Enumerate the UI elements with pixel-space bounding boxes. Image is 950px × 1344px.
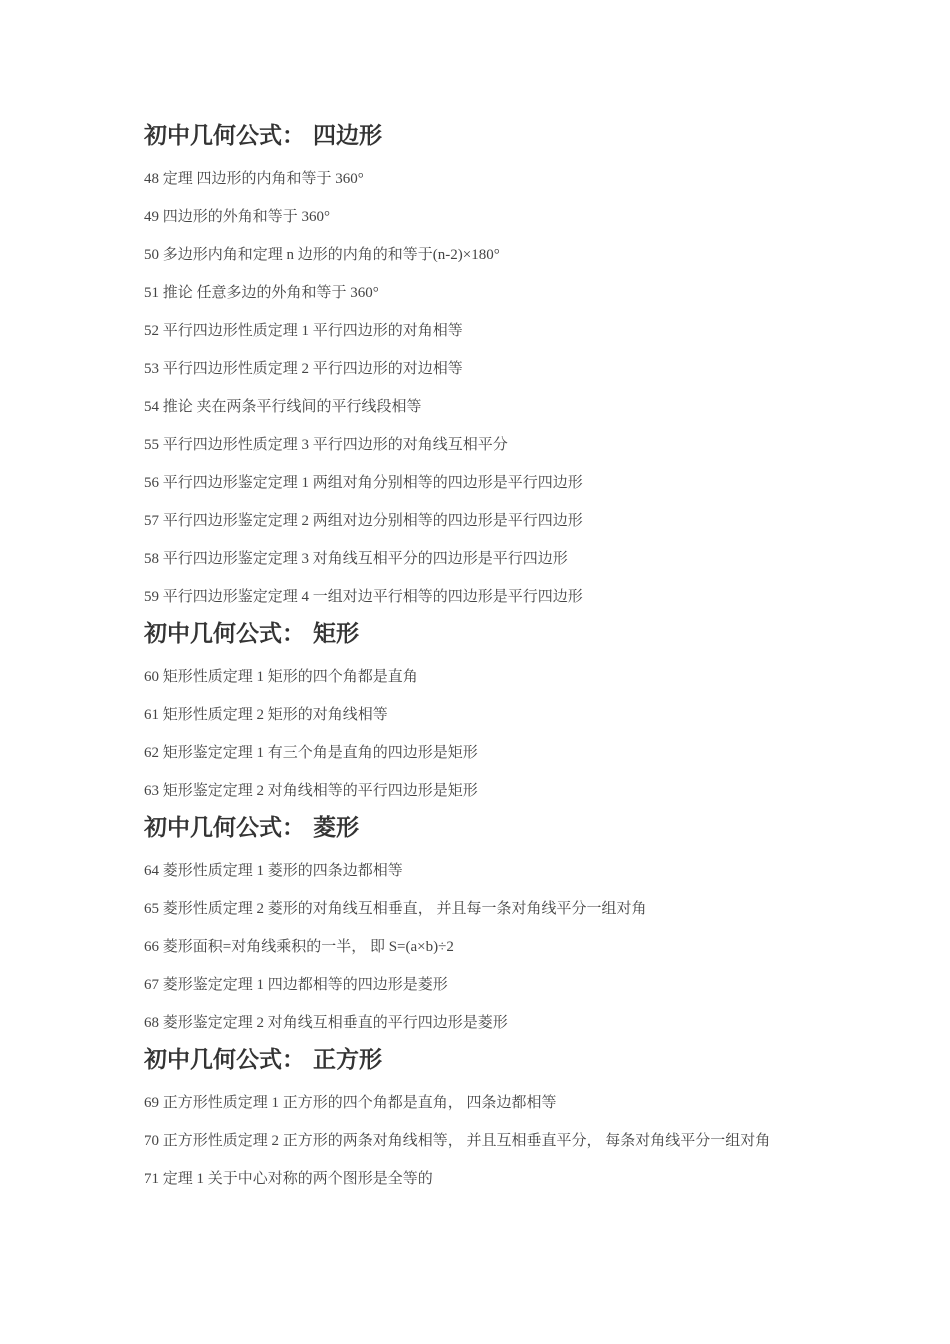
formula-line: 68 菱形鉴定定理 2 对角线互相垂直的平行四边形是菱形 [144,1015,508,1031]
formula-line: 48 定理 四边形的内角和等于 360° [144,171,364,187]
formula-line: 49 四边形的外角和等于 360° [144,209,330,225]
formula-line: 52 平行四边形性质定理 1 平行四边形的对角相等 [144,323,463,339]
section-heading: 初中几何公式： 四边形 [144,122,383,149]
document-body [144,118,864,1198]
section-square [144,1042,864,1198]
formula-line: 67 菱形鉴定定理 1 四边都相等的四边形是菱形 [144,977,448,993]
formula-line: 63 矩形鉴定定理 2 对角线相等的平行四边形是矩形 [144,783,478,799]
section-rectangle [144,616,864,810]
formula-line: 66 菱形面积=对角线乘积的一半， 即 S=(a×b)÷2 [144,939,454,955]
formula-line: 62 矩形鉴定定理 1 有三个角是直角的四边形是矩形 [144,745,478,761]
formula-line: 71 定理 1 关于中心对称的两个图形是全等的 [144,1171,433,1187]
formula-line: 70 正方形性质定理 2 正方形的两条对角线相等， 并且互相垂直平分， 每条对角线平分一组对角 [144,1133,771,1149]
section-heading: 初中几何公式： 矩形 [144,620,360,647]
formula-line: 69 正方形性质定理 1 正方形的四个角都是直角， 四条边都相等 [144,1095,557,1111]
formula-line: 60 矩形性质定理 1 矩形的四个角都是直角 [144,669,418,685]
formula-line: 56 平行四边形鉴定定理 1 两组对角分别相等的四边形是平行四边形 [144,475,583,491]
formula-line: 51 推论 任意多边的外角和等于 360° [144,285,379,301]
formula-line: 65 菱形性质定理 2 菱形的对角线互相垂直， 并且每一条对角线平分一组对角 [144,901,647,917]
section-heading: 初中几何公式： 菱形 [144,814,360,841]
section-heading: 初中几何公式： 正方形 [144,1046,383,1073]
formula-line: 55 平行四边形性质定理 3 平行四边形的对角线互相平分 [144,437,508,453]
formula-line: 59 平行四边形鉴定定理 4 一组对边平行相等的四边形是平行四边形 [144,589,583,605]
formula-line: 58 平行四边形鉴定定理 3 对角线互相平分的四边形是平行四边形 [144,551,568,567]
formula-line: 53 平行四边形性质定理 2 平行四边形的对边相等 [144,361,463,377]
section-quadrilateral [144,118,864,616]
formula-line: 64 菱形性质定理 1 菱形的四条边都相等 [144,863,403,879]
section-rhombus [144,810,864,1042]
formula-line: 57 平行四边形鉴定定理 2 两组对边分别相等的四边形是平行四边形 [144,513,583,529]
formula-line: 50 多边形内角和定理 n 边形的内角的和等于(n-2)×180° [144,247,500,263]
formula-line: 54 推论 夹在两条平行线间的平行线段相等 [144,399,422,415]
formula-line: 61 矩形性质定理 2 矩形的对角线相等 [144,707,388,723]
